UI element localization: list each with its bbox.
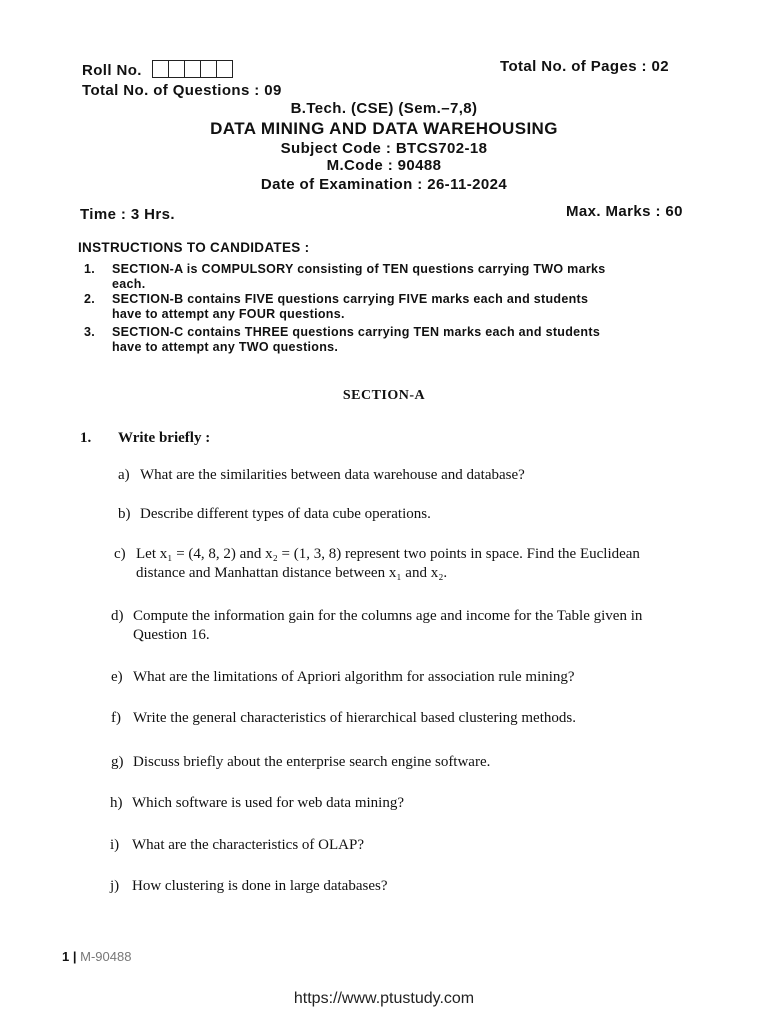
instructions-heading: INSTRUCTIONS TO CANDIDATES : [78, 240, 310, 255]
section-title: SECTION-A [342, 388, 426, 403]
instruction-item: 2. SECTION-B contains FIVE questions carrying FIVE marks each and students [84, 292, 589, 306]
source-url: https://www.ptustudy.com [293, 990, 475, 1007]
page-footer [62, 949, 131, 964]
question-part-f: f) Write the general characteristics of hierarchical based clustering methods. [111, 710, 576, 726]
roll-no-boxes [152, 60, 233, 82]
question-part-j: j) How clustering is done in large databases? [110, 878, 388, 894]
total-questions: Total No. of Questions : 09 [82, 82, 282, 99]
question-part-c-cont: distance and Manhattan distance between x₁ and x₂. [136, 565, 448, 581]
total-pages: Total No. of Pages : 02 [500, 58, 669, 75]
instruction-item-cont: each. [112, 277, 146, 291]
instruction-item-cont: have to attempt any TWO questions. [112, 340, 339, 354]
question-part-h: h) Which software is used for web data mining? [110, 795, 404, 811]
question-part-e: e) What are the limitations of Apriori algorithm for association rule mining? [111, 669, 575, 685]
exam-date: Date of Examination : 26-11-2024 [260, 176, 508, 193]
m-code: M.Code : 90488 [326, 157, 442, 174]
subject-title: DATA MINING AND DATA WAREHOUSING [210, 119, 558, 138]
subject-code: Subject Code : BTCS702-18 [280, 140, 488, 157]
page-number: 1 | [62, 949, 77, 964]
paper-code: M-90488 [80, 949, 132, 964]
course-line: B.Tech. (CSE) (Sem.–7,8) [290, 100, 478, 117]
instruction-item: 1. SECTION-A is COMPULSORY consisting of TEN questions carrying TWO marks [84, 262, 606, 276]
question-part-a: a) What are the similarities between data warehouse and database? [118, 467, 525, 483]
max-marks: Max. Marks : 60 [566, 203, 683, 220]
instruction-item-cont: have to attempt any FOUR questions. [112, 307, 345, 321]
roll-no-label: Roll No. [82, 61, 142, 79]
roll-no [82, 60, 233, 82]
question-number: 1. [80, 430, 92, 446]
time-allowed: Time : 3 Hrs. [80, 206, 175, 223]
question-label: Write briefly : [118, 430, 211, 446]
question-part-c: c) Let x₁ = (4, 8, 2) and x₂ = (1, 3, 8) represent two points in space. Find the Euclidean [114, 546, 640, 562]
instruction-item: 3. SECTION-C contains THREE questions carrying TEN marks each and students [84, 325, 601, 339]
question-part-d: d) Compute the information gain for the columns age and income for the Table given in [111, 608, 643, 624]
question-part-d-cont: Question 16. [133, 627, 210, 643]
question-part-g: g) Discuss briefly about the enterprise search engine software. [111, 754, 491, 770]
question-part-b: b) Describe different types of data cube operations. [118, 506, 431, 522]
question-part-i: i) What are the characteristics of OLAP? [110, 837, 364, 853]
